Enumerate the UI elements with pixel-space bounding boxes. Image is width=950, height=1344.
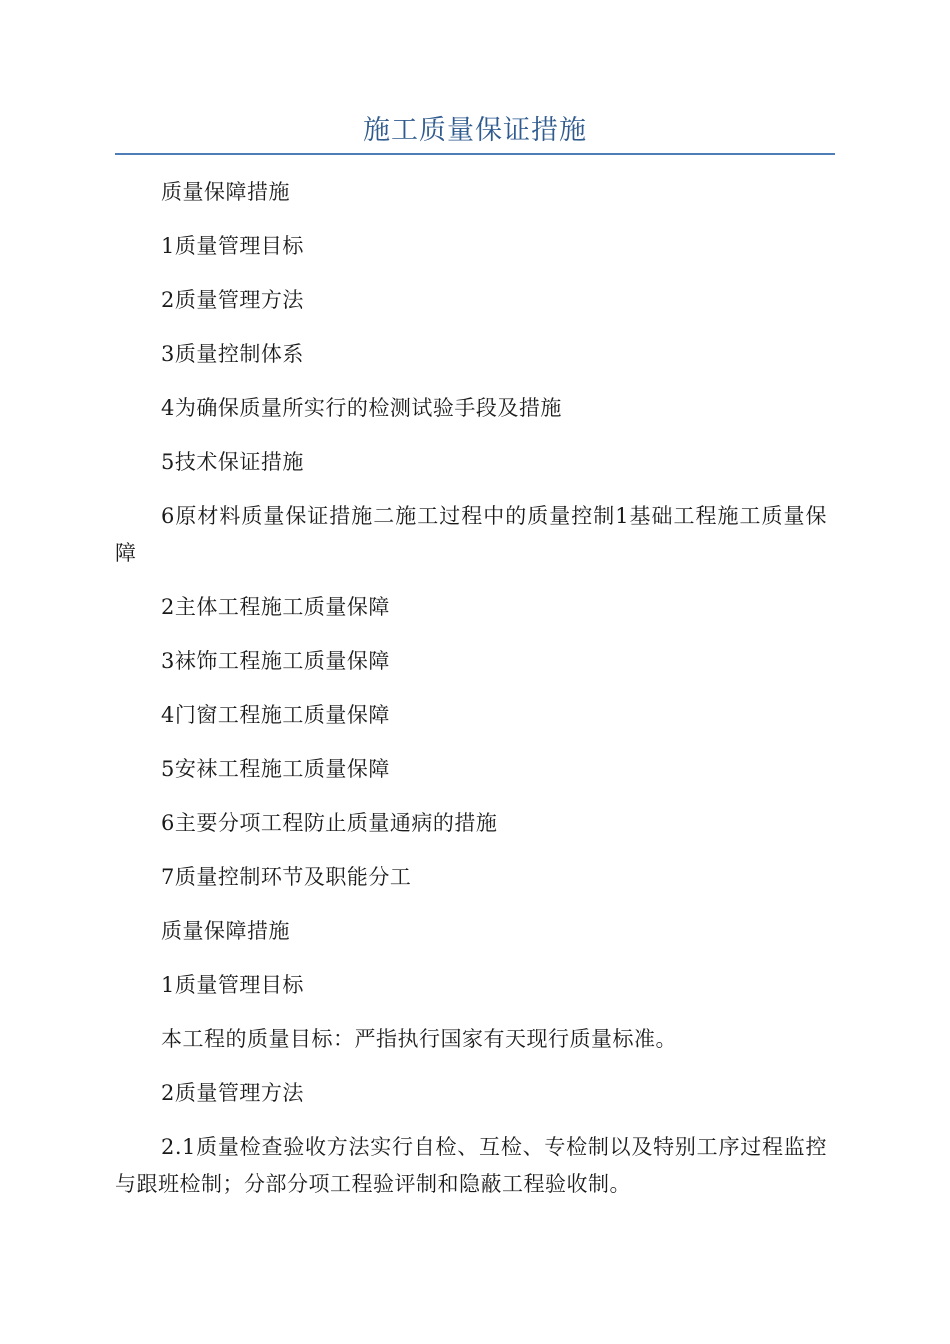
title-divider bbox=[115, 153, 835, 155]
document-body bbox=[115, 174, 827, 1220]
paragraph: 2主体工程施工质量保障 bbox=[161, 595, 390, 619]
paragraph: 4门窗工程施工质量保障 bbox=[161, 703, 390, 727]
paragraph: 2质量管理方法 bbox=[161, 288, 304, 312]
paragraph: 3袜饰工程施工质量保障 bbox=[161, 649, 390, 673]
paragraph: 2.1质量检查验收方法实行自检、互检、专检制以及特别工序过程监控与跟班检制；分部分项工程验评制和隐蔽工程验收制。 bbox=[115, 1135, 827, 1196]
paragraph: 4为确保质量所实行的检测试验手段及措施 bbox=[161, 396, 562, 420]
document-title: 施工质量保证措施 bbox=[363, 115, 587, 146]
paragraph: 5技术保证措施 bbox=[161, 450, 304, 474]
paragraph: 1质量管理目标 bbox=[161, 973, 304, 997]
paragraph: 6主要分项工程防止质量通病的措施 bbox=[161, 811, 498, 835]
paragraph: 质量保障措施 bbox=[161, 919, 290, 943]
paragraph: 7质量控制环节及职能分工 bbox=[161, 865, 412, 889]
paragraph: 5安袜工程施工质量保障 bbox=[161, 757, 390, 781]
paragraph: 3质量控制体系 bbox=[161, 342, 304, 366]
paragraph: 2质量管理方法 bbox=[161, 1081, 304, 1105]
paragraph: 本工程的质量目标：严指执行国家有天现行质量标准。 bbox=[161, 1027, 677, 1051]
paragraph: 质量保障措施 bbox=[161, 180, 290, 204]
paragraph: 6原材料质量保证措施二施工过程中的质量控制1基础工程施工质量保障 bbox=[115, 504, 827, 565]
paragraph: 1质量管理目标 bbox=[161, 234, 304, 258]
